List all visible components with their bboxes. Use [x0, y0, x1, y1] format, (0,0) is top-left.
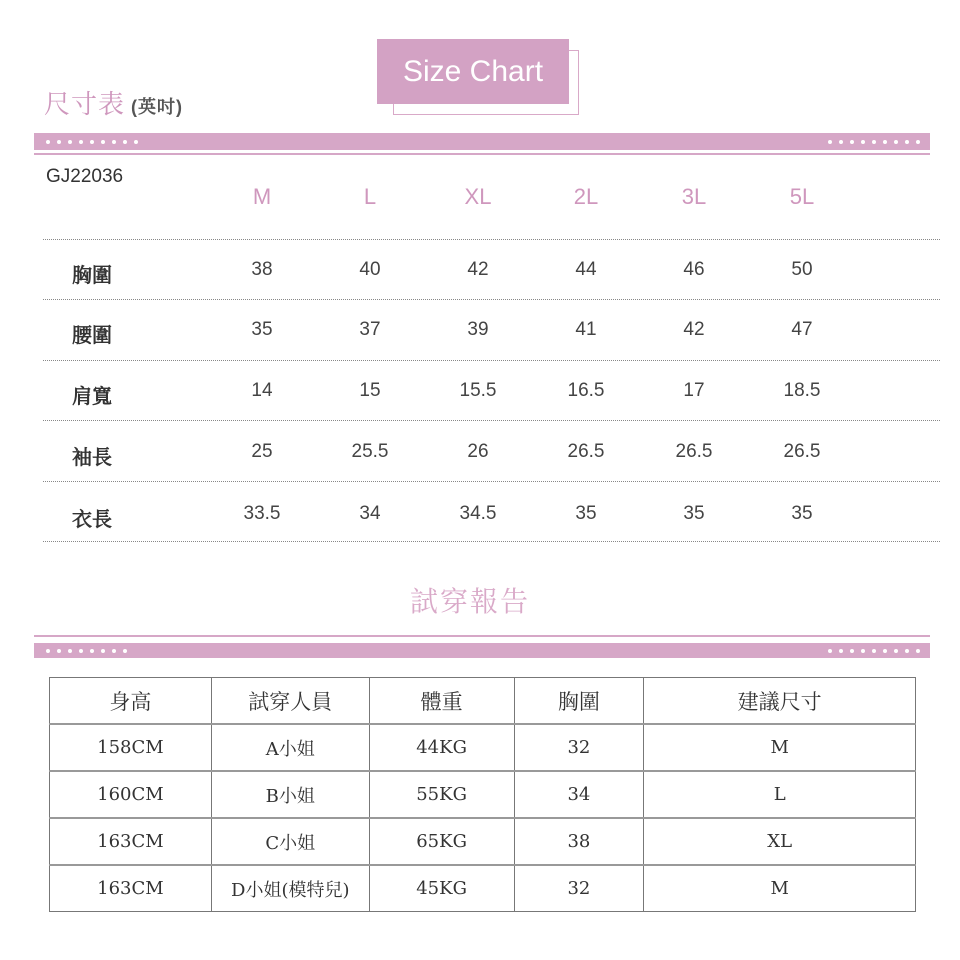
page-title	[44, 84, 183, 121]
size-chart-badge: Size Chart	[377, 39, 569, 104]
dots-left	[46, 133, 138, 150]
decorative-band-bottom	[34, 643, 930, 658]
table-cell: 38	[514, 818, 644, 865]
measure-cell: 35	[683, 503, 705, 524]
column-header-weight: 體重	[369, 678, 514, 725]
band-overline-bottom	[34, 635, 930, 637]
measure-cell: 26.5	[783, 441, 821, 462]
table-row	[50, 865, 916, 912]
measure-cell: 42	[467, 259, 489, 280]
measure-cell: 16.5	[567, 380, 605, 401]
row-divider	[43, 299, 940, 300]
fitting-report-title: 試穿報告	[409, 586, 530, 617]
column-header-height: 身高	[50, 678, 212, 725]
row-label-waist: 腰圍	[72, 325, 112, 347]
table-cell: 45KG	[369, 865, 514, 912]
column-header-recommended-size: 建議尺寸	[644, 678, 916, 725]
dots-right	[828, 643, 920, 658]
measure-cell: 26	[467, 441, 489, 462]
table-cell: 163CM	[50, 818, 212, 865]
table-cell: 160CM	[50, 771, 212, 818]
size-header-m: M	[252, 184, 272, 209]
measure-cell: 42	[683, 319, 705, 340]
table-cell: 32	[514, 724, 644, 771]
table-cell: B小姐	[211, 771, 369, 818]
measure-cell: 26.5	[567, 441, 605, 462]
table-cell: M	[644, 865, 916, 912]
measure-cell: 34	[359, 503, 381, 524]
measure-cell: 47	[791, 319, 813, 340]
row-divider	[43, 360, 940, 361]
table-cell: D小姐(模特兒)	[211, 865, 369, 912]
measure-cell: 50	[791, 259, 813, 280]
table-cell: C小姐	[211, 818, 369, 865]
table-row	[50, 771, 916, 818]
measure-cell: 46	[683, 259, 705, 280]
size-header-2l: 2L	[573, 184, 599, 209]
column-header-chest: 胸圍	[514, 678, 644, 725]
fitting-report-table	[49, 677, 916, 912]
measure-cell: 25.5	[351, 441, 389, 462]
measure-cell: 40	[359, 259, 381, 280]
measure-cell: 35	[575, 503, 597, 524]
size-header-3l: 3L	[681, 184, 707, 209]
unit-label: (英吋)	[131, 97, 184, 117]
measure-cell: 18.5	[783, 380, 821, 401]
measure-cell: 25	[251, 441, 273, 462]
size-header-xl: XL	[464, 184, 492, 209]
title-text: 尺寸表	[44, 89, 126, 119]
table-cell: 163CM	[50, 865, 212, 912]
measure-cell: 17	[683, 380, 705, 401]
row-divider	[43, 541, 940, 542]
measure-cell: 44	[575, 259, 597, 280]
measure-cell: 35	[791, 503, 813, 524]
table-cell: M	[644, 724, 916, 771]
row-label-shoulder: 肩寬	[72, 386, 112, 408]
measure-cell: 39	[467, 319, 489, 340]
row-label-sleeve: 袖長	[72, 447, 112, 469]
table-cell: XL	[644, 818, 916, 865]
row-label-length: 衣長	[72, 509, 112, 531]
size-header-l: L	[363, 184, 377, 209]
band-underline-top	[34, 153, 930, 155]
measure-cell: 34.5	[459, 503, 497, 524]
measure-cell: 37	[359, 319, 381, 340]
product-code: GJ22036	[46, 166, 124, 187]
row-label-chest: 胸圍	[72, 265, 112, 287]
dots-right	[828, 133, 920, 150]
row-divider	[43, 420, 940, 421]
measure-cell: 14	[251, 380, 273, 401]
measure-cell: 35	[251, 319, 273, 340]
row-divider	[43, 239, 940, 240]
table-cell: L	[644, 771, 916, 818]
measure-cell: 26.5	[675, 441, 713, 462]
table-cell: A小姐	[211, 724, 369, 771]
size-header-5l: 5L	[789, 184, 815, 209]
measure-cell: 38	[251, 259, 273, 280]
row-divider	[43, 481, 940, 482]
table-header-row	[50, 678, 916, 725]
table-row	[50, 724, 916, 771]
dots-left	[46, 643, 127, 658]
table-cell: 55KG	[369, 771, 514, 818]
measure-cell: 41	[575, 319, 597, 340]
table-cell: 65KG	[369, 818, 514, 865]
measure-cell: 15	[359, 380, 381, 401]
table-row	[50, 818, 916, 865]
column-header-model: 試穿人員	[211, 678, 369, 725]
table-cell: 44KG	[369, 724, 514, 771]
table-cell: 34	[514, 771, 644, 818]
measure-cell: 33.5	[243, 503, 281, 524]
table-cell: 158CM	[50, 724, 212, 771]
measure-cell: 15.5	[459, 380, 497, 401]
table-cell: 32	[514, 865, 644, 912]
decorative-band-top	[34, 133, 930, 150]
